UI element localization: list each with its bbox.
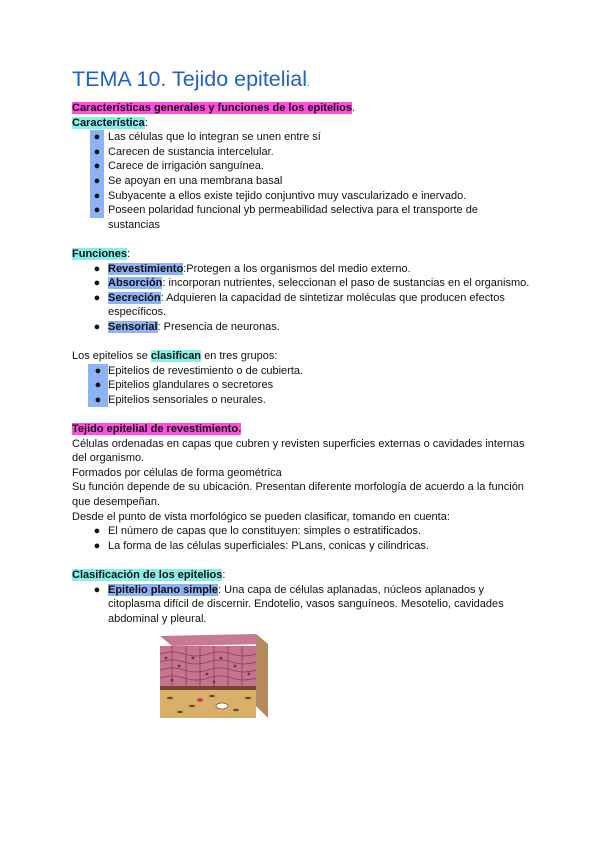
bullet-icon: ● xyxy=(93,262,101,275)
bullet-icon: ● xyxy=(93,277,101,290)
bullet-icon: ● xyxy=(88,364,108,379)
bullet-icon: ● xyxy=(93,291,101,304)
list-item: ● Epitelio plano simple: Una capa de células aplanadas, núcleos aplanados y citoplasma difícil de discernir. Endotelio, vasos sanguíneos. Mesotelio, cavidades abdominal y pleural. xyxy=(72,583,532,627)
subheading-caracteristica: Característica: xyxy=(72,116,148,129)
epitelios-list xyxy=(72,583,532,627)
bullet-icon: ● xyxy=(88,393,108,408)
epithelium-illustration xyxy=(152,632,270,725)
morfologia-list xyxy=(72,524,532,553)
paragraph: Formados por células de forma geométrica xyxy=(72,466,282,479)
list-item: ● Epitelios sensoriales o neurales. xyxy=(72,393,532,408)
bullet-icon: ● xyxy=(93,525,101,538)
list-item: ● Epitelios de revestimiento o de cubierta. xyxy=(72,364,532,379)
clasificacion-list xyxy=(72,364,532,408)
subheading-clasificacion-epitelios: Clasificación de los epitelios: xyxy=(72,569,226,581)
list-item: ● Poseen polaridad funcional yb permeabilidad selectiva para el transporte de sustancias xyxy=(72,203,532,232)
bullet-icon: ● xyxy=(90,130,104,145)
funciones-list xyxy=(72,262,532,335)
bullet-icon: ● xyxy=(93,539,101,552)
list-item: ● El número de capas que lo constituyen: simples o estratificados. xyxy=(72,524,532,539)
clasificacion-intro: Los epitelios se clasifican en tres grupos: xyxy=(72,350,278,363)
list-item: ● Carece de irrigación sanguínea. xyxy=(72,159,532,174)
document-page xyxy=(72,66,532,730)
subheading-funciones: Funciones: xyxy=(72,247,131,260)
section-heading-revestimiento: Tejido epitelial de revestimiento. xyxy=(72,423,242,436)
caracteristicas-list xyxy=(72,130,532,232)
paragraph: Células ordenadas en capas que cubren y revisten superficies externas o cavidades internas del organismo. xyxy=(72,437,525,465)
list-item: ● Revestimiento:Protegen a los organismos del medio externo. xyxy=(72,262,532,277)
list-item: ● Subyacente a ellos existe tejido conjuntivo muy vascularizado e inervado. xyxy=(72,189,532,204)
list-item: ● Epitelios glandulares o secretores xyxy=(72,378,532,393)
list-item: ● Sensorial: Presencia de neuronas. xyxy=(72,320,532,335)
list-item: ● La forma de las células superficiales: PLans, conicas y cilindricas. xyxy=(72,539,532,554)
section-heading-caracteristicas: Características generales y funciones de los epitelios. xyxy=(72,102,356,114)
list-item: ● Absorción: incorporan nutrientes, seleccionan el paso de sustancias en el organismo. xyxy=(72,276,532,291)
list-item: ● Las células que lo integran se unen entre sí xyxy=(72,130,532,145)
paragraph: Desde el punto de vista morfológico se pueden clasificar, tomando en cuenta: xyxy=(72,510,450,523)
bullet-icon: ● xyxy=(90,203,104,218)
list-item: ● Carecen de sustancia intercelular. xyxy=(72,145,532,160)
list-item: ● Se apoyan en una membrana basal xyxy=(72,174,532,189)
list-item: ● Secreción: Adquieren la capacidad de sintetizar moléculas que producen efectos específicos. xyxy=(72,291,532,320)
bullet-icon: ● xyxy=(90,174,104,189)
paragraph: Su función depende de su ubicación. Presentan diferente morfología de acuerdo a la función que desempeñan. xyxy=(72,481,524,509)
bullet-icon: ● xyxy=(90,189,104,204)
bullet-icon: ● xyxy=(90,145,104,160)
bullet-icon: ● xyxy=(93,320,101,333)
bullet-icon: ● xyxy=(90,159,104,174)
bullet-icon: ● xyxy=(88,378,108,393)
bullet-icon: ● xyxy=(93,583,101,596)
page-title: TEMA 10. Tejido epitelial. xyxy=(72,67,310,91)
